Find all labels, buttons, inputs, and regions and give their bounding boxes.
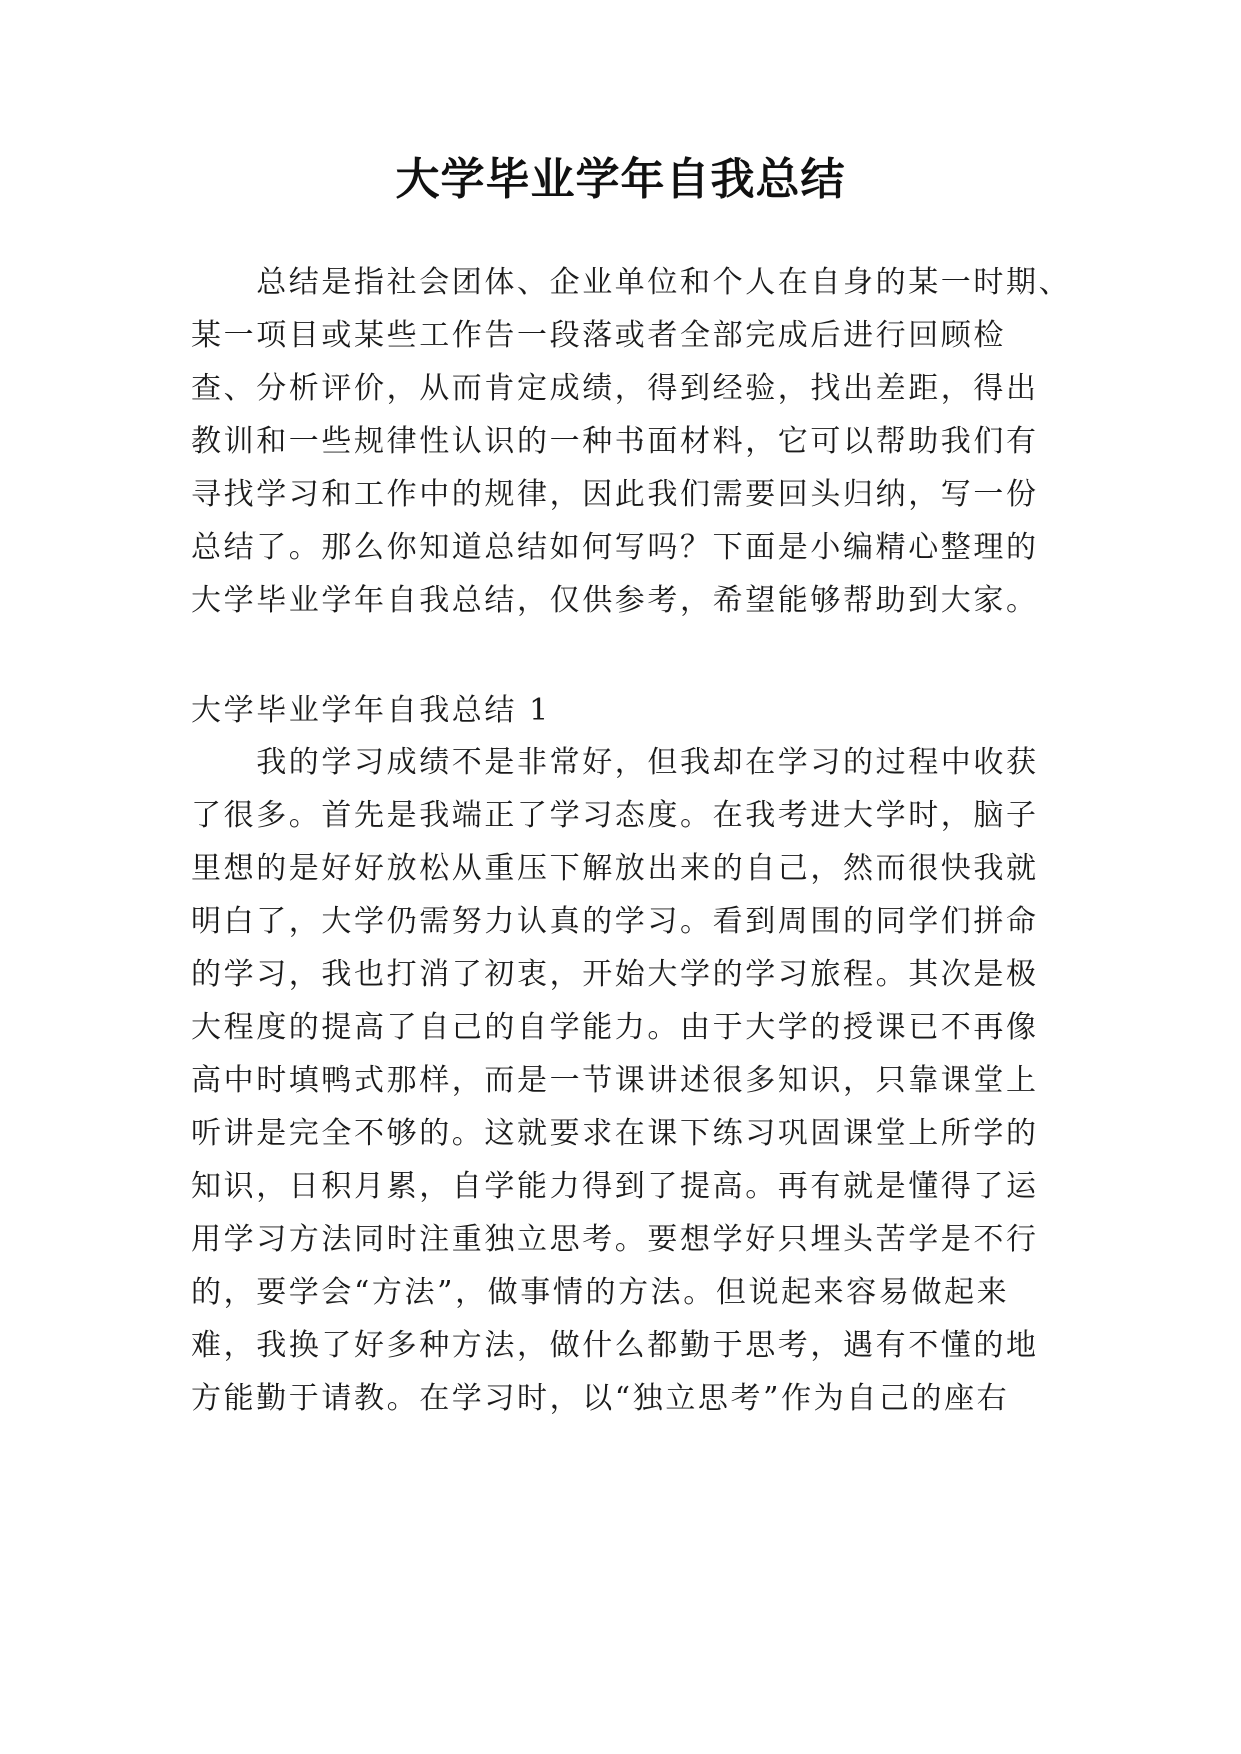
intro-line: 大学毕业学年自我总结，仅供参考，希望能够帮助到大家。 xyxy=(191,583,1039,618)
document-title: 大学毕业学年自我总结 xyxy=(395,154,846,205)
intro-line: 总结是指社会团体、企业单位和个人在自身的某一时期、 xyxy=(191,265,1071,300)
intro-line: 某一项目或某些工作告一段落或者全部完成后进行回顾检 xyxy=(191,318,1006,353)
section-line: 方能勤于请教。在学习时，以“独立思考”作为自己的座右 xyxy=(191,1381,1010,1416)
section-line: 明白了，大学仍需努力认真的学习。看到周围的同学们拼命 xyxy=(191,904,1039,939)
section-line: 大程度的提高了自己的自学能力。由于大学的授课已不再像 xyxy=(191,1010,1039,1045)
section-line: 的学习，我也打消了初衷，开始大学的学习旅程。其次是极 xyxy=(191,957,1039,992)
section-line: 听讲是完全不够的。这就要求在课下练习巩固课堂上所学的 xyxy=(191,1116,1039,1151)
intro-line: 查、分析评价，从而肯定成绩，得到经验，找出差距，得出 xyxy=(191,371,1039,406)
section-line: 里想的是好好放松从重压下解放出来的自己，然而很快我就 xyxy=(191,851,1039,886)
section-line: 难，我换了好多种方法，做什么都勤于思考，遇有不懂的地 xyxy=(191,1328,1039,1363)
section-line: 的，要学会“方法”，做事情的方法。但说起来容易做起来 xyxy=(191,1275,1010,1310)
section-line: 知识，日积月累，自学能力得到了提高。再有就是懂得了运 xyxy=(191,1169,1039,1204)
intro-line: 教训和一些规律性认识的一种书面材料，它可以帮助我们有 xyxy=(191,424,1039,459)
section-heading: 大学毕业学年自我总结 1 xyxy=(191,693,551,728)
intro-line: 总结了。那么你知道总结如何写吗？下面是小编精心整理的 xyxy=(191,530,1039,565)
intro-line: 寻找学习和工作中的规律，因此我们需要回头归纳，写一份 xyxy=(191,477,1039,512)
section-line: 了很多。首先是我端正了学习态度。在我考进大学时，脑子 xyxy=(191,798,1039,833)
section-line: 我的学习成绩不是非常好，但我却在学习的过程中收获 xyxy=(191,745,1039,780)
section-line: 高中时填鸭式那样，而是一节课讲述很多知识，只靠课堂上 xyxy=(191,1063,1039,1098)
section-line: 用学习方法同时注重独立思考。要想学好只埋头苦学是不行 xyxy=(191,1222,1039,1257)
